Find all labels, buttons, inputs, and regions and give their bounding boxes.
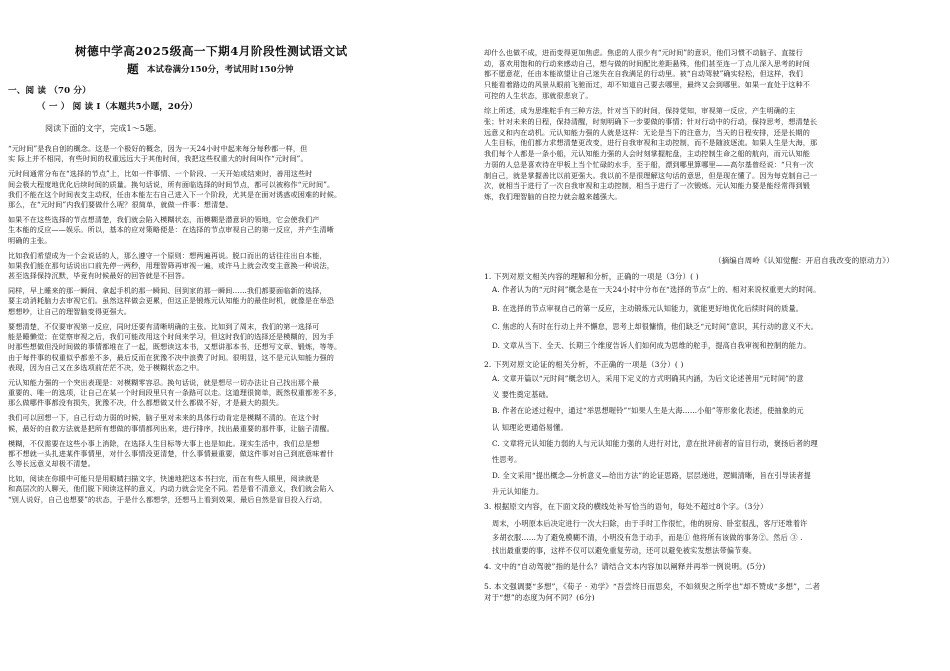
answer-option: D. 全文采用“提出概念—分析意义—给出方法”的论证思路，层层递进，逻辑清晰，旨在引导读者提 bbox=[492, 471, 812, 481]
question-5-cont: 对于“想”的态度为何不同？(6分) bbox=[484, 593, 595, 602]
passage-line: 重要的、唯一的选项，让自己在某一个时间段里只有一条路可以走。这道理很简单，既然权重都差不多， bbox=[8, 388, 342, 398]
passage-line: 能是睡懒觉；在觉察审视之后，我们可能改用这个时间来学习，但这时我们的选择还是模糊的，因为手 bbox=[8, 331, 334, 341]
passage-line: 元时间通常分布在“选择的节点”上，比如一件事情、一个阶段、一天开始或结束时，善用这些时 bbox=[8, 169, 313, 179]
passage-line: 多胡衣服……为了避免模糊不清，小明没有急于动手，而是① 他将所有该做的事务②。然后 ③ . bbox=[492, 532, 803, 542]
passage-line: 要主动消耗脑力去审视它们。虽然这样做会更累，但这正是锻炼元认知能力的最佳时机，就像是在举恐 bbox=[8, 296, 334, 306]
passage-line: 张；针对未来的日程，保持清醒，时刻明确下一步要做的事情；针对行动中的行动，保持思考，想清楚长 bbox=[484, 117, 818, 126]
answer-option: 升元认知能力。 bbox=[492, 487, 544, 497]
passage-line: 我们可以回想一下，自己行动力弱的时候，脑子里对未来的具体行动肯定是模糊不清的。在这个时 bbox=[8, 413, 320, 423]
passage-line: 时那些想做但没时间做的事情都堆在了一起，既想读这本书，又想讲那本书，还想写文章、锻炼，等等。 bbox=[8, 342, 342, 352]
passage-line: 明确的主张。 bbox=[8, 235, 52, 245]
answer-option: B. 在选择的节点审视自己的第一反应，主动锻炼元认知能力，就能更好地优化后续时间的质量。 bbox=[492, 303, 804, 313]
section-instruction: 阅读下面的文字，完成1～5题。 bbox=[45, 124, 162, 133]
passage-line: 炼，我们理智脑的自控力就会越来越强大。 bbox=[484, 191, 622, 201]
passage-line: 都不想就一头扎进某件事情里，对什么事情没更清楚，什么事情最重要，做这件事对自己到底意味着什 bbox=[8, 448, 334, 458]
passage-line: 么等长远意义却极不清楚。 bbox=[8, 459, 95, 469]
passage-line: 要想清楚，不仅要审视第一反应，同时还要有清晰明确的主张。比如到了周末，我们的第一选择可 bbox=[8, 321, 320, 331]
answer-option: 性思考。 bbox=[492, 455, 522, 464]
passage-line: 却什么也做不成，进而变得更加焦虑。焦虑的人很少有“元时间”的意识，他们习惯不动脑子、直接行 bbox=[484, 48, 804, 57]
question-2: 2. 下列对原文论证的相关分析，不正确的一项是（3分）( ) bbox=[484, 360, 684, 369]
passage-line: 那么做哪件事都没有损失，犹豫不决，什么都想做又什么都做不好，才是最大的损失。 bbox=[8, 398, 284, 408]
passage-line: 力弱的人总是喜欢待在甲板上当个忙碌的水手，至于船，漂到哪里算哪里——高尔基曾经说：“只有一次 bbox=[484, 159, 814, 169]
answer-option: C. 文章将元认知能力弱的人与元认知能力强的人进行对比，意在批评前者的盲目行动，褒扬后者的理 bbox=[492, 438, 818, 448]
passage-line: 综上所述，成为思维舵手有三种方法，针对当下的时间，保持觉知，审视第一反应，产生明确的主 bbox=[484, 106, 796, 116]
exam-subtitle: 本试卷满分150分，考试用时150分钟 bbox=[147, 64, 294, 74]
passage-line: 我们每个人都是一条小船，元认知能力强的人会时刻掌握舵盘，主动控制生命之船的航向，而元认知能 bbox=[484, 149, 810, 159]
passage-line: 如果不在这些选择的节点想清楚，我们就会陷入模糊状态，而模糊是潜意识的领地，它会使我们产 bbox=[8, 215, 320, 225]
passage-line: 可控的人生状态，那就很悲哀了。 bbox=[484, 90, 593, 100]
source-citation: （摘编自周岭《认知觉醒：开启自我改变的原动力》） bbox=[714, 256, 894, 265]
passage-line: 比如我们希望成为一个会说话的人，那么遵守一个原则：想两遍再说。脱口而出的话往往出自本能， bbox=[8, 250, 327, 260]
passage-line: 表现，因为自己又在多选项前茫茫不决，处于模糊状态之中。 bbox=[8, 362, 204, 372]
answer-option: 义 要性奠定基础。 bbox=[492, 390, 554, 400]
passage-line: 和高层次的人聊天，他们脱下阅读这样的意义，内动力就会完全不同。若是看不清意义，我们就会陷入 bbox=[8, 484, 334, 494]
question-1: 1. 下列对原文相关内容的理解和分析，正确的一项是（3分）( ) bbox=[484, 272, 699, 281]
answer-option: C. 焦虑的人有时在行动上并不懈怠，思考上却很慵惰，他们缺乏“元时间”意识，其行动的意义不大。 bbox=[492, 322, 819, 331]
passage-line: 周末，小明原本后决定进行一次大扫除，由于手时工作很忙，他的厨房、卧室很乱，客厅还堆着许 bbox=[492, 519, 808, 528]
passage-line: 我们不能在这个时间表支主动权，任由本能左右自己进入下一个阶段，尤其是在面对诱惑或困难的时候。 bbox=[8, 189, 342, 199]
passage-line: 找出最重要的事，这样不仅可以避免重复劳动，还可以避免被实发想法带偏节奏。 bbox=[492, 546, 757, 555]
passage-line: 只能看着路边的风景从眼前飞驰而过，却不知道自己要去哪里，最终又会到哪里。如果一直处于这种不 bbox=[484, 80, 810, 90]
passage-line: 人生目标，他们都力求想清楚更改变，进行自我审视和主动控制，而不是随波逐流。如果人生是大海，那 bbox=[484, 138, 818, 148]
passage-line: 都不愿意花，任由本能欲望让自己迷失在自我满足的行动里。被“自动驾驶”确实轻松，但这样，我们 bbox=[484, 69, 804, 79]
question-5: 5. 本文强调要“多想”，《荀子 · 劝学》“吾尝终日而思矣，不如须臾之所学也”却不赞成“多想”，二者 bbox=[484, 582, 821, 591]
passage-line: “别人说好，自己也想要”的状态，于是什么都想学，还想马上看到效果，最后自然是盲目投入行动， bbox=[8, 494, 328, 504]
passage-line: 由于每件事的权重似乎都差不多，最后反而在犹豫不决中浪费了时间。很明显，这不是元认知能力强的 bbox=[8, 352, 334, 362]
passage-line: 那么，在“元时间”内我们要做什么呢？很简单，就做一件事：想清楚。 bbox=[8, 200, 233, 210]
passage-line: 如果我们能在那句话说出口前先停一两秒，用理智筛再审视一遍，或许马上就会改变主意换一种说法， bbox=[8, 260, 334, 270]
passage-line: 同样，早上睡来的那一瞬间、拿起手机的那一瞬间、回到家的那一瞬间……我们都要面临新的选择， bbox=[8, 286, 327, 296]
passage-line: 制自己，就是掌握善比以前更强大。我以前不是很理解这句话的意思，但是现在懂了。因为每克制自己一 bbox=[484, 170, 818, 180]
question-3: 3. 根据原文内容，在下面文段的横线处补写恰当的语句，每处不超过8个字。（3分） bbox=[484, 502, 768, 511]
exam-title: 树德中学高2025级高一下期4月阶段性测试语文试 bbox=[75, 44, 348, 58]
passage-line: 生本能的反应——娱乐。所以，基本的应对策略便是：在选择的节点审视自己的第一反应，并产生清晰 bbox=[8, 225, 334, 235]
passage-line: 比如，阅读在你眼中可能只是用眼睛扫描文字，快速地把这本书扫完，而在有些人眼里，阅读就是 bbox=[8, 474, 320, 484]
answer-option: A. 作者认为的“元时间”概念是在一天24小时中分布在“选择的节点”上的、相对来说权重更大的时间。 bbox=[492, 285, 821, 294]
passage-line: 元认知能力强的一个突出表现是：对模糊零容忍。换句话说，就是想尽一切办法让自己找出那个最 bbox=[8, 377, 320, 387]
passage-line: 间会极大程度地优化后续时间的质量。换句话说，所有面临选择的时间节点，都可以被称作“元时间”。 bbox=[8, 179, 335, 189]
section-heading: 一、阅 读 （70 分） bbox=[8, 86, 91, 96]
passage-line: “元时间”是我自创的概念。这是一个极好的概念，因为一天24小时中起来每分每秒都一样，但 bbox=[8, 144, 308, 153]
passage-line: 甚至选择保持沉默，毕竟有时候最好的回答就是不回答。 bbox=[8, 271, 190, 281]
exam-title-tail: 题 bbox=[127, 62, 140, 76]
question-4: 4. 文中的“自动驾驶”指的是什么？请结合文本内容加以阐释并再举一例说明。(5分) bbox=[484, 562, 766, 571]
answer-option: D. 文章从当下、全天、长期三个维度告诉人们如何成为思维的舵手，提高自我审视和控制的能力。 bbox=[492, 340, 811, 350]
answer-option: 认 知理论更通俗易懂。 bbox=[492, 422, 568, 432]
passage-line: 模糊，不仅需要在这些小事上消除，在选择人生目标等大事上也是如此。现实生活中，我们总是想 bbox=[8, 438, 320, 448]
section-subheading: （ 一 ） 阅 读 Ⅰ（本题共5小题，20分） bbox=[37, 102, 198, 112]
passage-line: 实 际上并不相同，有些时间的权重远远大于其他时间，我把这些权重大的时间叫作“元时间”。 bbox=[8, 154, 308, 164]
passage-line: 动，喜欢用饱和的行动来感动自己，想与做的时间配比差距悬殊，他们甚至连一丁点儿深入思考的时间 bbox=[484, 58, 810, 68]
passage-line: 想想吵，让自己的理智脑变得更强大。 bbox=[8, 306, 132, 316]
answer-option: B. 作者在论述过程中，通过“举思想喔铃”“如果人生是大海……小船”等形象化表述，使抽象的元 bbox=[492, 406, 804, 416]
answer-option: A. 文章开篇以“元时间”概念切入，采用下定义的方式明确其内涵，为后文论述善用“元时间”的意 bbox=[492, 374, 804, 383]
passage-line: 次，就相当于进行了一次自我审视和主动控制，相当于进行了一次锻炼。元认知能力要是能经常得到锻 bbox=[484, 181, 810, 191]
passage-line: 远意义和内在动机。元认知能力强的人就是这样：无论是当下的注意力，当天的日程安排，还是长期的 bbox=[484, 127, 810, 137]
passage-line: 候，最好的自救方法就是把所有想做的事情都列出来，进行排序，找出最重要的那件事，让脑子清醒。 bbox=[8, 423, 334, 433]
